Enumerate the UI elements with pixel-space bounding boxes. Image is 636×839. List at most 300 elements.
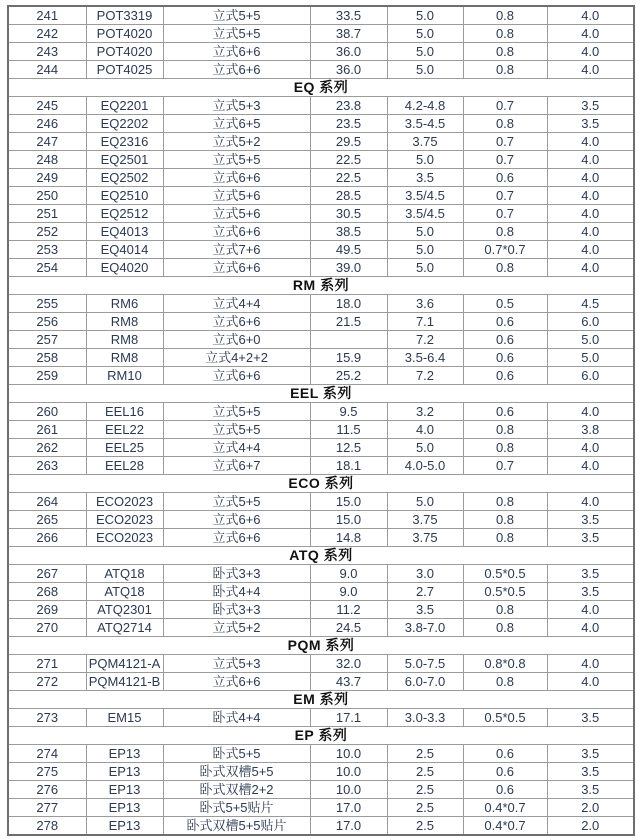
cell-index: 246: [8, 115, 86, 133]
cell-value-2: 2.5: [387, 763, 463, 781]
cell-index: 275: [8, 763, 86, 781]
cell-mount-type: 立式5+2: [163, 133, 310, 151]
cell-value-3: 0.8: [463, 115, 547, 133]
cell-value-2: 3.5/4.5: [387, 205, 463, 223]
cell-model: EQ2202: [86, 115, 163, 133]
cell-value-2: 3.0: [387, 565, 463, 583]
cell-index: 258: [8, 349, 86, 367]
cell-model: EQ2510: [86, 187, 163, 205]
cell-value-3: 0.7: [463, 187, 547, 205]
section-header-label: EM 系列: [8, 691, 634, 709]
cell-mount-type: 立式5+5: [163, 403, 310, 421]
cell-mount-type: 立式5+5: [163, 6, 310, 25]
cell-value-4: 3.5: [547, 781, 634, 799]
cell-index: 276: [8, 781, 86, 799]
cell-model: EP13: [86, 763, 163, 781]
cell-value-4: 6.0: [547, 367, 634, 385]
cell-value-4: 3.5: [547, 115, 634, 133]
table-row: [8, 403, 634, 421]
table-row: [8, 349, 634, 367]
cell-value-2: 3.5: [387, 169, 463, 187]
cell-value-2: 7.1: [387, 313, 463, 331]
section-header-label: EP 系列: [8, 727, 634, 745]
cell-value-3: 0.4*0.7: [463, 799, 547, 817]
cell-value-4: 4.0: [547, 601, 634, 619]
cell-value-3: 0.8: [463, 529, 547, 547]
table-row: [8, 511, 634, 529]
cell-value-3: 0.8: [463, 61, 547, 79]
section-header-row: [8, 727, 634, 745]
cell-mount-type: 立式6+6: [163, 367, 310, 385]
table-row: [8, 241, 634, 259]
cell-model: ECO2023: [86, 529, 163, 547]
table-row: [8, 25, 634, 43]
cell-value-1: 22.5: [310, 169, 387, 187]
cell-index: 277: [8, 799, 86, 817]
table-row: [8, 61, 634, 79]
cell-mount-type: 立式6+5: [163, 115, 310, 133]
cell-model: ATQ18: [86, 583, 163, 601]
cell-value-2: 5.0: [387, 6, 463, 25]
cell-mount-type: 立式5+5: [163, 151, 310, 169]
cell-value-3: 0.6: [463, 781, 547, 799]
section-header-row: [8, 475, 634, 493]
cell-value-3: 0.5*0.5: [463, 583, 547, 601]
table-row: [8, 529, 634, 547]
cell-model: PQM4121-A: [86, 655, 163, 673]
cell-index: 265: [8, 511, 86, 529]
cell-value-1: 10.0: [310, 781, 387, 799]
cell-model: POT4020: [86, 43, 163, 61]
section-header-row: [8, 547, 634, 565]
cell-index: 269: [8, 601, 86, 619]
cell-value-1: 17.0: [310, 817, 387, 836]
section-header-label: EQ 系列: [8, 79, 634, 97]
cell-value-4: 4.0: [547, 493, 634, 511]
cell-index: 262: [8, 439, 86, 457]
cell-value-2: 2.7: [387, 583, 463, 601]
cell-value-4: 4.0: [547, 457, 634, 475]
cell-value-1: 23.5: [310, 115, 387, 133]
cell-model: RM6: [86, 295, 163, 313]
cell-value-2: 3.75: [387, 529, 463, 547]
cell-value-3: 0.8: [463, 6, 547, 25]
cell-value-2: 5.0: [387, 223, 463, 241]
cell-value-3: 0.8: [463, 25, 547, 43]
cell-value-2: 7.2: [387, 367, 463, 385]
cell-value-2: 4.0-5.0: [387, 457, 463, 475]
cell-value-2: 3.5/4.5: [387, 187, 463, 205]
cell-model: EQ4014: [86, 241, 163, 259]
cell-value-3: 0.6: [463, 169, 547, 187]
cell-value-3: 0.6: [463, 349, 547, 367]
cell-mount-type: 卧式双槽2+2: [163, 781, 310, 799]
cell-value-1: 15.0: [310, 511, 387, 529]
cell-value-2: 5.0: [387, 25, 463, 43]
cell-value-1: 17.1: [310, 709, 387, 727]
cell-index: 251: [8, 205, 86, 223]
cell-value-1: 29.5: [310, 133, 387, 151]
cell-value-1: [310, 331, 387, 349]
cell-mount-type: 立式4+4: [163, 439, 310, 457]
cell-index: 268: [8, 583, 86, 601]
cell-model: EEL28: [86, 457, 163, 475]
cell-value-2: 3.75: [387, 133, 463, 151]
cell-value-1: 17.0: [310, 799, 387, 817]
cell-value-4: 3.5: [547, 565, 634, 583]
section-header-row: [8, 385, 634, 403]
cell-value-2: 3.2: [387, 403, 463, 421]
cell-value-4: 5.0: [547, 349, 634, 367]
cell-value-3: 0.5*0.5: [463, 565, 547, 583]
cell-mount-type: 卧式5+5: [163, 745, 310, 763]
cell-value-1: 12.5: [310, 439, 387, 457]
cell-value-4: 3.5: [547, 511, 634, 529]
cell-value-4: 2.0: [547, 817, 634, 836]
table-row: [8, 655, 634, 673]
cell-value-3: 0.6: [463, 331, 547, 349]
table-row: [8, 295, 634, 313]
cell-value-1: 38.5: [310, 223, 387, 241]
cell-value-1: 18.0: [310, 295, 387, 313]
spec-table-body: [8, 6, 634, 835]
cell-mount-type: 立式5+2: [163, 619, 310, 637]
cell-mount-type: 卧式双槽5+5贴片: [163, 817, 310, 836]
table-row: [8, 493, 634, 511]
cell-value-3: 0.5*0.5: [463, 709, 547, 727]
cell-value-4: 3.5: [547, 745, 634, 763]
cell-value-1: 49.5: [310, 241, 387, 259]
cell-model: ECO2023: [86, 493, 163, 511]
cell-value-3: 0.7: [463, 457, 547, 475]
table-row: [8, 223, 634, 241]
cell-index: 254: [8, 259, 86, 277]
cell-index: 263: [8, 457, 86, 475]
cell-value-4: 3.5: [547, 583, 634, 601]
cell-value-2: 5.0: [387, 241, 463, 259]
cell-value-1: 32.0: [310, 655, 387, 673]
cell-model: PQM4121-B: [86, 673, 163, 691]
cell-value-4: 4.0: [547, 223, 634, 241]
cell-model: EQ4013: [86, 223, 163, 241]
cell-mount-type: 立式5+6: [163, 205, 310, 223]
cell-index: 242: [8, 25, 86, 43]
cell-value-2: 5.0: [387, 259, 463, 277]
cell-index: 273: [8, 709, 86, 727]
cell-index: 256: [8, 313, 86, 331]
cell-index: 270: [8, 619, 86, 637]
cell-value-3: 0.8*0.8: [463, 655, 547, 673]
cell-mount-type: 立式5+3: [163, 655, 310, 673]
cell-model: EQ2316: [86, 133, 163, 151]
cell-model: RM10: [86, 367, 163, 385]
cell-value-1: 25.2: [310, 367, 387, 385]
cell-model: EEL25: [86, 439, 163, 457]
cell-value-1: 9.0: [310, 565, 387, 583]
cell-mount-type: 立式5+5: [163, 25, 310, 43]
cell-value-3: 0.6: [463, 763, 547, 781]
cell-value-3: 0.8: [463, 259, 547, 277]
cell-value-1: 33.5: [310, 6, 387, 25]
cell-index: 252: [8, 223, 86, 241]
cell-mount-type: 立式6+0: [163, 331, 310, 349]
cell-value-1: 24.5: [310, 619, 387, 637]
table-row: [8, 259, 634, 277]
cell-value-2: 2.5: [387, 781, 463, 799]
cell-value-1: 10.0: [310, 763, 387, 781]
table-row: [8, 169, 634, 187]
cell-index: 245: [8, 97, 86, 115]
cell-value-4: 2.0: [547, 799, 634, 817]
table-row: [8, 565, 634, 583]
cell-value-4: 3.5: [547, 763, 634, 781]
cell-value-2: 4.2-4.8: [387, 97, 463, 115]
cell-value-4: 4.0: [547, 61, 634, 79]
table-row: [8, 421, 634, 439]
cell-model: ATQ18: [86, 565, 163, 583]
section-header-row: [8, 277, 634, 295]
spec-table: [7, 5, 635, 836]
table-row: [8, 115, 634, 133]
cell-mount-type: 立式4+2+2: [163, 349, 310, 367]
cell-value-3: 0.7*0.7: [463, 241, 547, 259]
cell-value-1: 22.5: [310, 151, 387, 169]
cell-index: 278: [8, 817, 86, 836]
section-header-label: PQM 系列: [8, 637, 634, 655]
cell-mount-type: 立式5+5: [163, 421, 310, 439]
cell-value-4: 4.0: [547, 673, 634, 691]
cell-value-2: 7.2: [387, 331, 463, 349]
cell-index: 272: [8, 673, 86, 691]
cell-value-4: 4.0: [547, 403, 634, 421]
cell-model: ATQ2301: [86, 601, 163, 619]
cell-index: 259: [8, 367, 86, 385]
cell-value-3: 0.6: [463, 367, 547, 385]
table-row: [8, 97, 634, 115]
cell-value-4: 4.0: [547, 6, 634, 25]
table-row: [8, 331, 634, 349]
table-row: [8, 439, 634, 457]
cell-index: 260: [8, 403, 86, 421]
cell-value-4: 4.0: [547, 25, 634, 43]
cell-value-2: 5.0-7.5: [387, 655, 463, 673]
cell-value-2: 5.0: [387, 43, 463, 61]
cell-index: 255: [8, 295, 86, 313]
cell-model: RM8: [86, 349, 163, 367]
cell-value-1: 10.0: [310, 745, 387, 763]
cell-index: 241: [8, 6, 86, 25]
cell-value-1: 30.5: [310, 205, 387, 223]
cell-value-2: 3.75: [387, 511, 463, 529]
cell-value-4: 4.0: [547, 619, 634, 637]
cell-mount-type: 立式6+6: [163, 673, 310, 691]
cell-mount-type: 立式6+6: [163, 529, 310, 547]
table-row: [8, 709, 634, 727]
cell-index: 274: [8, 745, 86, 763]
cell-index: 264: [8, 493, 86, 511]
cell-index: 244: [8, 61, 86, 79]
cell-model: POT4025: [86, 61, 163, 79]
cell-value-3: 0.8: [463, 673, 547, 691]
table-row: [8, 133, 634, 151]
table-row: [8, 6, 634, 25]
cell-index: 267: [8, 565, 86, 583]
cell-value-3: 0.8: [463, 439, 547, 457]
cell-mount-type: 立式6+6: [163, 511, 310, 529]
cell-model: POT4020: [86, 25, 163, 43]
cell-value-2: 3.5-4.5: [387, 115, 463, 133]
cell-value-1: 9.5: [310, 403, 387, 421]
cell-model: EQ4020: [86, 259, 163, 277]
cell-value-3: 0.6: [463, 745, 547, 763]
cell-value-2: 6.0-7.0: [387, 673, 463, 691]
cell-value-1: 11.5: [310, 421, 387, 439]
section-header-label: ATQ 系列: [8, 547, 634, 565]
table-row: [8, 313, 634, 331]
cell-value-4: 4.0: [547, 133, 634, 151]
cell-value-4: 4.0: [547, 151, 634, 169]
cell-value-3: 0.4*0.7: [463, 817, 547, 836]
cell-model: RM8: [86, 313, 163, 331]
cell-value-1: 36.0: [310, 43, 387, 61]
cell-value-1: 43.7: [310, 673, 387, 691]
cell-index: 266: [8, 529, 86, 547]
table-row: [8, 745, 634, 763]
cell-value-4: 4.0: [547, 259, 634, 277]
cell-model: EP13: [86, 745, 163, 763]
cell-value-3: 0.5: [463, 295, 547, 313]
cell-value-3: 0.7: [463, 97, 547, 115]
table-row: [8, 583, 634, 601]
cell-mount-type: 立式5+3: [163, 97, 310, 115]
cell-model: ECO2023: [86, 511, 163, 529]
cell-index: 261: [8, 421, 86, 439]
table-row: [8, 151, 634, 169]
cell-value-2: 3.5: [387, 601, 463, 619]
cell-value-3: 0.6: [463, 313, 547, 331]
cell-value-3: 0.8: [463, 601, 547, 619]
table-row: [8, 817, 634, 836]
cell-value-2: 3.8-7.0: [387, 619, 463, 637]
spec-table-container: [7, 5, 635, 836]
cell-value-2: 3.0-3.3: [387, 709, 463, 727]
cell-model: EP13: [86, 799, 163, 817]
cell-mount-type: 立式5+6: [163, 187, 310, 205]
cell-index: 253: [8, 241, 86, 259]
cell-value-4: 4.0: [547, 241, 634, 259]
table-row: [8, 799, 634, 817]
cell-value-1: 23.8: [310, 97, 387, 115]
cell-value-2: 5.0: [387, 61, 463, 79]
cell-value-2: 3.5-6.4: [387, 349, 463, 367]
table-row: [8, 673, 634, 691]
cell-model: RM8: [86, 331, 163, 349]
table-row: [8, 781, 634, 799]
cell-value-1: 39.0: [310, 259, 387, 277]
cell-model: EQ2501: [86, 151, 163, 169]
cell-mount-type: 立式6+6: [163, 223, 310, 241]
cell-mount-type: 立式6+6: [163, 43, 310, 61]
cell-model: EP13: [86, 817, 163, 836]
cell-value-2: 2.5: [387, 817, 463, 836]
cell-value-2: 2.5: [387, 745, 463, 763]
cell-value-4: 3.5: [547, 709, 634, 727]
cell-mount-type: 立式4+4: [163, 295, 310, 313]
cell-value-1: 15.0: [310, 493, 387, 511]
cell-value-4: 6.0: [547, 313, 634, 331]
cell-value-3: 0.8: [463, 511, 547, 529]
cell-value-3: 0.8: [463, 43, 547, 61]
cell-mount-type: 立式6+6: [163, 169, 310, 187]
table-row: [8, 205, 634, 223]
cell-value-1: 15.9: [310, 349, 387, 367]
cell-mount-type: 卧式3+3: [163, 601, 310, 619]
table-row: [8, 601, 634, 619]
section-header-label: EEL 系列: [8, 385, 634, 403]
cell-mount-type: 立式6+7: [163, 457, 310, 475]
cell-value-4: 4.0: [547, 187, 634, 205]
cell-mount-type: 立式7+6: [163, 241, 310, 259]
cell-value-3: 0.7: [463, 133, 547, 151]
cell-mount-type: 立式6+6: [163, 61, 310, 79]
table-row: [8, 763, 634, 781]
cell-value-4: 5.0: [547, 331, 634, 349]
cell-mount-type: 立式6+6: [163, 313, 310, 331]
cell-value-1: 28.5: [310, 187, 387, 205]
cell-mount-type: 卧式4+4: [163, 583, 310, 601]
cell-mount-type: 卧式5+5贴片: [163, 799, 310, 817]
cell-value-2: 5.0: [387, 439, 463, 457]
cell-value-4: 4.0: [547, 205, 634, 223]
cell-value-2: 5.0: [387, 493, 463, 511]
table-row: [8, 187, 634, 205]
section-header-label: ECO 系列: [8, 475, 634, 493]
cell-model: EQ2502: [86, 169, 163, 187]
cell-value-1: 18.1: [310, 457, 387, 475]
cell-value-4: 4.0: [547, 655, 634, 673]
cell-value-4: 3.8: [547, 421, 634, 439]
table-row: [8, 367, 634, 385]
cell-value-3: 0.8: [463, 223, 547, 241]
cell-value-3: 0.6: [463, 403, 547, 421]
cell-value-3: 0.8: [463, 493, 547, 511]
cell-value-4: 4.0: [547, 43, 634, 61]
table-row: [8, 619, 634, 637]
cell-value-1: 14.8: [310, 529, 387, 547]
section-header-row: [8, 637, 634, 655]
cell-value-1: 11.2: [310, 601, 387, 619]
cell-mount-type: 卧式4+4: [163, 709, 310, 727]
cell-value-4: 3.5: [547, 529, 634, 547]
cell-model: EM15: [86, 709, 163, 727]
cell-index: 247: [8, 133, 86, 151]
cell-model: EP13: [86, 781, 163, 799]
cell-value-2: 4.0: [387, 421, 463, 439]
cell-model: ATQ2714: [86, 619, 163, 637]
cell-value-2: 3.6: [387, 295, 463, 313]
cell-index: 257: [8, 331, 86, 349]
cell-value-4: 4.0: [547, 169, 634, 187]
cell-index: 271: [8, 655, 86, 673]
section-header-label: RM 系列: [8, 277, 634, 295]
section-header-row: [8, 691, 634, 709]
table-row: [8, 43, 634, 61]
cell-value-3: 0.7: [463, 151, 547, 169]
cell-index: 250: [8, 187, 86, 205]
cell-index: 248: [8, 151, 86, 169]
cell-model: EQ2201: [86, 97, 163, 115]
table-row: [8, 457, 634, 475]
